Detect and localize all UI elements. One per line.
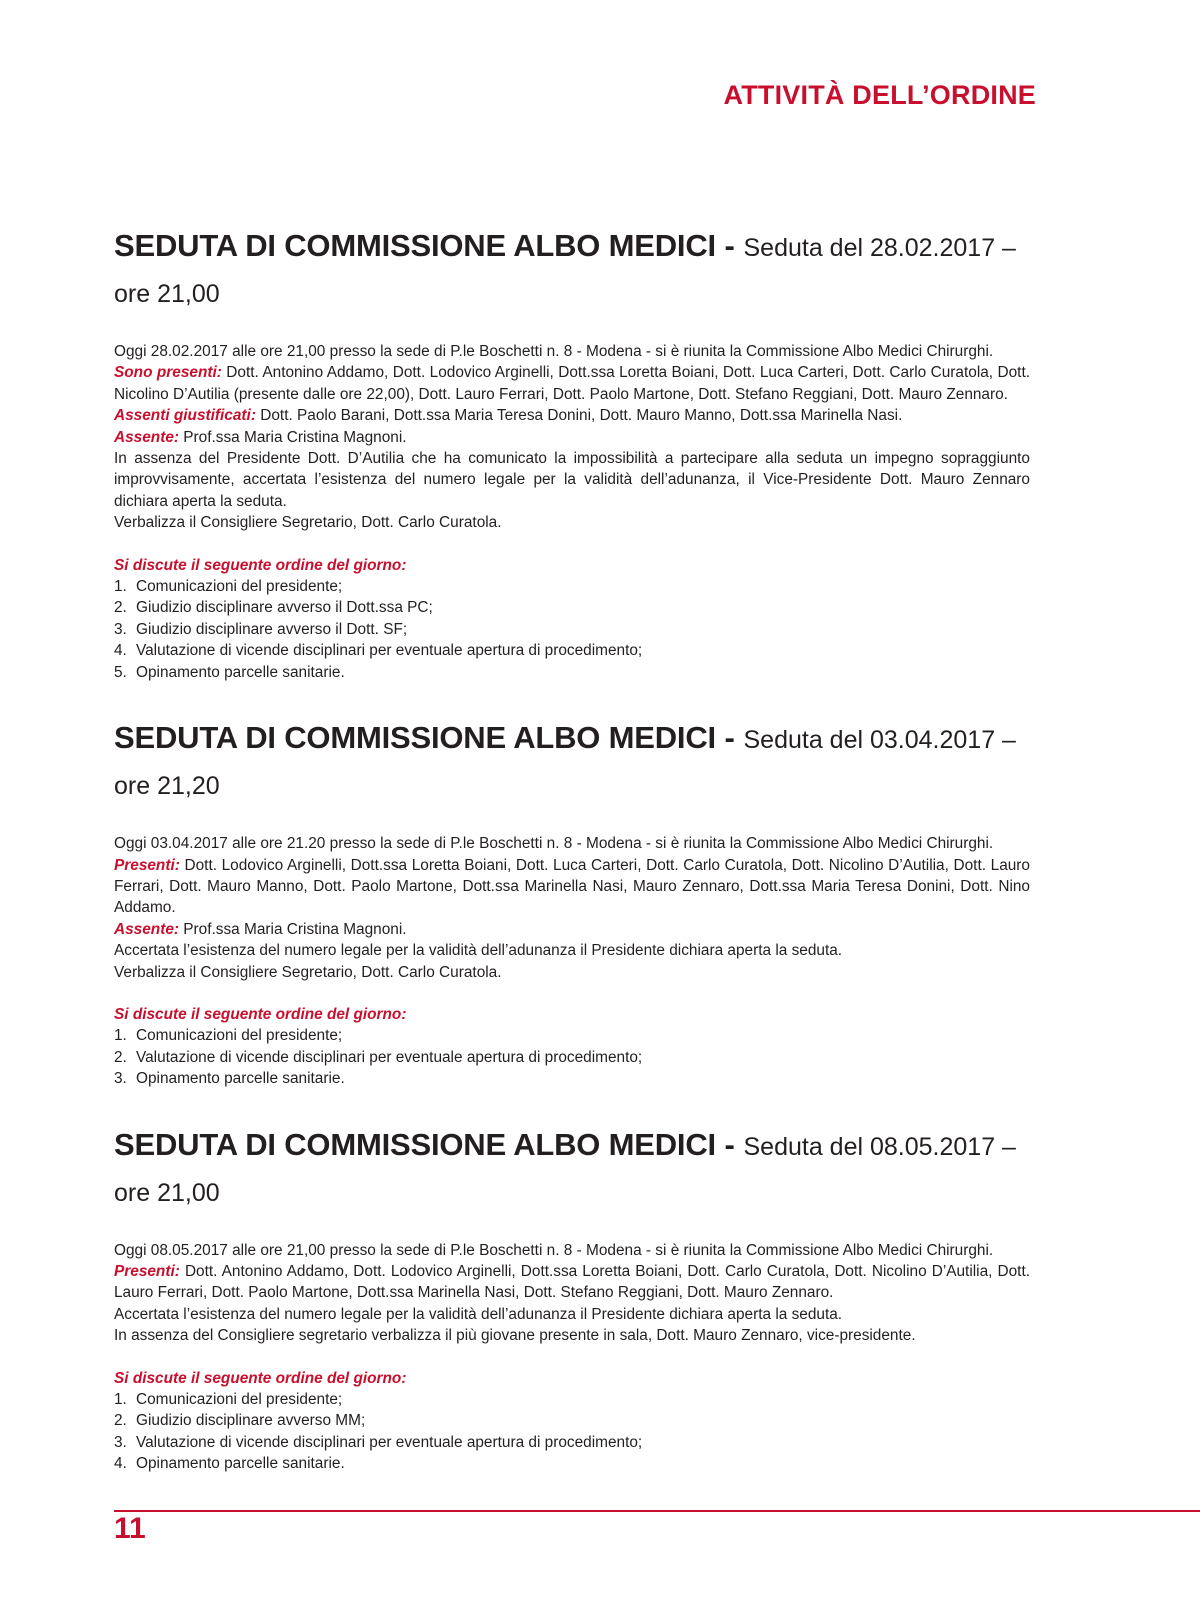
agenda-item-text: Giudizio disciplinare avverso il Dott. SF; [136, 620, 408, 638]
meeting-title-main: SEDUTA DI COMMISSIONE ALBO MEDICI [114, 228, 716, 263]
meeting-title [114, 717, 1030, 811]
meeting-title-main: SEDUTA DI COMMISSIONE ALBO MEDICI [114, 1126, 716, 1162]
meeting-title-date: Seduta del 08.05.2017 – ore 21,00 [114, 1132, 1016, 1207]
meeting-section [114, 225, 1030, 683]
agenda-item [114, 1068, 1030, 1089]
present-label: Presenti: [114, 1262, 180, 1280]
meeting-title [114, 1124, 1030, 1218]
excused-names: Dott. Paolo Barani, Dott.ssa Maria Teresa Donini, Dott. Mauro Manno, Dott.ssa Marinella Nasi. [255, 407, 903, 425]
agenda-item [114, 1025, 1030, 1046]
page-number: 11 [114, 1512, 146, 1545]
attendees-present [114, 1261, 1030, 1304]
document-body [114, 225, 1030, 1509]
agenda-item-number: 2. [114, 1412, 127, 1430]
present-label: Presenti: [114, 856, 180, 874]
absent-label: Assente: [114, 920, 180, 938]
meeting-title [114, 225, 1030, 319]
agenda-item-text: Giudizio disciplinare avverso MM; [136, 1412, 366, 1430]
meeting-note: Accertata l’esistenza del numero legale per la validità dell’adunanza il Presidente dichiara aperta la seduta. [114, 942, 843, 960]
absent-names: Prof.ssa Maria Cristina Magnoni. [179, 920, 407, 938]
agenda-item [114, 597, 1030, 618]
agenda-list [114, 576, 1030, 683]
agenda-item [114, 1047, 1030, 1068]
agenda-item-number: 4. [114, 1455, 127, 1473]
meeting-intro: Oggi 08.05.2017 alle ore 21,00 presso la sede di P.le Boschetti n. 8 - Modena - si è riunita la Commissione Albo Medici Chirurghi. [114, 1241, 994, 1259]
agenda-item-text: Opinamento parcelle sanitarie. [136, 663, 345, 681]
meeting-note: Accertata l’esistenza del numero legale per la validità dell’adunanza il Presidente dichiara aperta la seduta. [114, 1305, 843, 1323]
agenda-item-number: 2. [114, 1048, 127, 1066]
agenda-item-text: Opinamento parcelle sanitarie. [136, 1070, 345, 1088]
meeting-title-date: Seduta del 03.04.2017 – ore 21,20 [114, 726, 1016, 801]
present-names: Dott. Antonino Addamo, Dott. Lodovico Arginelli, Dott.ssa Loretta Boiani, Dott. Carlo Curatola, Dott. Nicolino D’Autilia, Dott. Lauro Ferrari, Dott. Paolo Martone, Dott.ssa Marinella Nasi, Dott. Stefano Reggiani, Dott. Mauro Zennaro. [114, 1262, 1030, 1302]
agenda-item [114, 640, 1030, 661]
meeting-note: In assenza del Consigliere segretario verbalizza il più giovane presente in sala, Dott. Mauro Zennaro, vice-presidente. [114, 1327, 916, 1345]
agenda-item-text: Valutazione di vicende disciplinari per eventuale apertura di procedimento; [136, 1048, 643, 1066]
agenda-item [114, 576, 1030, 597]
meeting-section [114, 1124, 1030, 1475]
agenda-item [114, 1453, 1030, 1474]
agenda-item-number: 5. [114, 663, 127, 681]
agenda-item-text: Valutazione di vicende disciplinari per eventuale apertura di procedimento; [136, 1433, 643, 1451]
agenda-item [114, 1389, 1030, 1410]
agenda-item-number: 1. [114, 578, 127, 596]
meeting-section [114, 717, 1030, 1089]
agenda-item [114, 619, 1030, 640]
agenda-item [114, 1432, 1030, 1453]
agenda-item-text: Valutazione di vicende disciplinari per eventuale apertura di procedimento; [136, 642, 643, 660]
agenda-item-number: 2. [114, 599, 127, 617]
agenda-item-text: Comunicazioni del presidente; [136, 578, 343, 596]
agenda-list [114, 1025, 1030, 1089]
agenda-item-number: 3. [114, 1433, 127, 1451]
agenda-item [114, 662, 1030, 683]
meeting-intro: Oggi 03.04.2017 alle ore 21.20 presso la sede di P.le Boschetti n. 8 - Modena - si è riunita la Commissione Albo Medici Chirurghi. [114, 835, 994, 853]
meeting-title-main: SEDUTA DI COMMISSIONE ALBO MEDICI [114, 720, 716, 756]
agenda-item-text: Comunicazioni del presidente; [136, 1027, 343, 1045]
excused-label: Assenti giustificati: [114, 407, 256, 425]
meeting-note: Verbalizza il Consigliere Segretario, Dott. Carlo Curatola. [114, 514, 502, 532]
absent-label: Assente: [114, 428, 180, 446]
section-header: ATTIVITÀ DELL’ORDINE [723, 80, 1036, 110]
present-names: Dott. Antonino Addamo, Dott. Lodovico Arginelli, Dott.ssa Loretta Boiani, Dott. Luca Carteri, Dott. Carlo Curatola, Dott. Nicolino D’Autilia (presente dalle ore 22,00), Dott. Lauro Ferrari, Dott. Paolo Martone, Dott. Stefano Reggiani, Dott. Mauro Zennaro. [114, 364, 1030, 403]
agenda-item-text: Giudizio disciplinare avverso il Dott.ssa PC; [136, 599, 433, 617]
meeting-title-separator: - [715, 1126, 744, 1162]
agenda-list [114, 1389, 1030, 1475]
agenda-item-number: 1. [114, 1391, 127, 1408]
footer-divider [114, 1510, 1200, 1512]
attendees-present [114, 855, 1030, 919]
attendees-excused [114, 405, 1030, 426]
meeting-title-separator: - [715, 720, 744, 756]
agenda-title: Si discute il seguente ordine del giorno: [114, 556, 407, 574]
present-label: Sono presenti: [114, 364, 222, 382]
agenda-item-number: 1. [114, 1027, 127, 1045]
meeting-title-separator: - [715, 228, 744, 263]
meeting-intro: Oggi 28.02.2017 alle ore 21,00 presso la sede di P.le Boschetti n. 8 - Modena - si è riunita la Commissione Albo Medici Chirurghi. [114, 343, 994, 360]
agenda-item-text: Comunicazioni del presidente; [136, 1391, 343, 1408]
agenda-item-number: 3. [114, 1070, 127, 1088]
agenda-title: Si discute il seguente ordine del giorno: [114, 1005, 407, 1023]
agenda-title: Si discute il seguente ordine del giorno: [114, 1369, 407, 1387]
meeting-title-date: Seduta del 28.02.2017 – ore 21,00 [114, 234, 1016, 308]
attendees-absent [114, 427, 1030, 448]
absent-names: Prof.ssa Maria Cristina Magnoni. [179, 428, 407, 446]
agenda-item-text: Opinamento parcelle sanitarie. [136, 1455, 345, 1473]
present-names: Dott. Lodovico Arginelli, Dott.ssa Loretta Boiani, Dott. Luca Carteri, Dott. Carlo Curatola, Dott. Nicolino D’Autilia, Dott. Lauro Ferrari, Dott. Mauro Manno, Dott. Paolo Martone, Dott.ssa Marinella Nasi, Mauro Zennaro, Dott.ssa Maria Teresa Donini, Dott. Nino Addamo. [114, 856, 1030, 917]
meeting-note: In assenza del Presidente Dott. D’Autilia che ha comunicato la impossibilità a partecipare alla seduta un impegno sopraggiunto improvvisamente, accertata l’esistenza del numero legale per la validità dell’adunanza, il Vice-Presidente Dott. Mauro Zennaro dichiara aperta la seduta. [114, 450, 1030, 510]
attendees-present [114, 362, 1030, 405]
agenda-item-number: 4. [114, 642, 127, 660]
attendees-absent [114, 919, 1030, 940]
meeting-note: Verbalizza il Consigliere Segretario, Dott. Carlo Curatola. [114, 963, 502, 981]
agenda-item-number: 3. [114, 620, 127, 638]
agenda-item [114, 1410, 1030, 1431]
